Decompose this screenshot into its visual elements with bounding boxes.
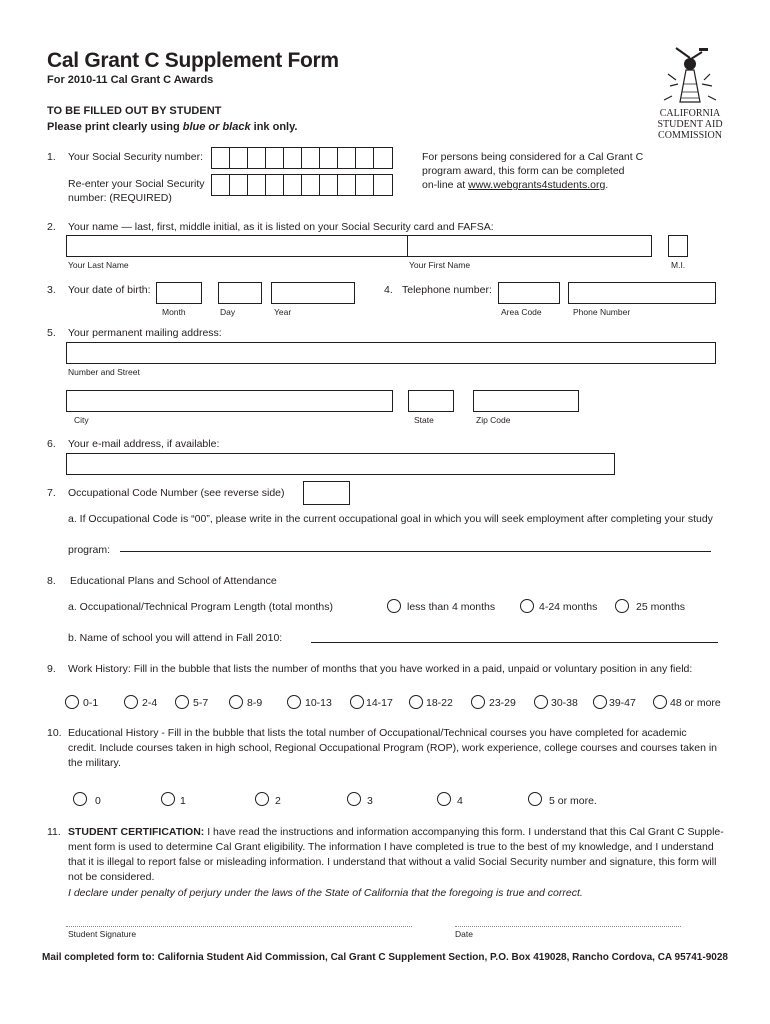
logo-line-3: COMMISSION	[658, 130, 722, 141]
certification-line-4: not be considered.	[68, 871, 155, 883]
work-history-bubble-1[interactable]	[65, 695, 79, 709]
work-history-option-9: 30-38	[551, 697, 578, 709]
city-caption: City	[74, 415, 89, 425]
phone-number-caption: Phone Number	[573, 307, 631, 317]
work-history-option-8: 23-29	[489, 697, 516, 709]
ssn-reenter-label-2: number: (REQUIRED)	[68, 192, 172, 204]
education-bubble-2[interactable]	[161, 792, 175, 806]
program-length-option-2: 4-24 months	[539, 601, 598, 613]
q2-number: 2.	[47, 221, 56, 233]
instruction-ink	[47, 121, 297, 133]
education-option-6: 5 or more.	[549, 795, 597, 807]
education-option-1: 0	[95, 795, 101, 807]
graduate-figure-icon	[650, 44, 730, 106]
program-length-bubble-2[interactable]	[520, 599, 534, 613]
street-caption: Number and Street	[68, 367, 140, 377]
dob-day-input[interactable]	[218, 282, 262, 304]
logo-line-2: STUDENT AID	[657, 119, 723, 130]
page-subtitle: For 2010-11 Cal Grant C Awards	[47, 74, 214, 86]
work-history-bubble-11[interactable]	[653, 695, 667, 709]
perjury-declaration: I declare under penalty of perjury under the laws of the State of California that the foregoing is true and correct.	[68, 887, 583, 899]
work-history-option-4: 8-9	[247, 697, 263, 709]
email-label: Your e-mail address, if available:	[68, 438, 220, 450]
work-history-bubble-8[interactable]	[471, 695, 485, 709]
online-note-2: program award, this form can be completed	[422, 165, 625, 177]
date-line[interactable]	[455, 926, 681, 927]
certification-text	[68, 825, 728, 885]
work-history-option-2: 2-4	[142, 697, 158, 709]
certification-line-3: that it is illegal to report false or misleading information. I understand that without a valid Social Security number and signature, this form will	[68, 856, 717, 868]
state-input[interactable]	[408, 390, 454, 412]
school-name-label: b. Name of school you will attend in Fall 2010:	[68, 632, 283, 644]
middle-initial-caption: M.I.	[671, 260, 686, 270]
online-note-pre: on-line at	[422, 179, 469, 191]
education-option-3: 2	[275, 795, 281, 807]
work-history-bubble-6[interactable]	[350, 695, 364, 709]
program-length-bubble-1[interactable]	[387, 599, 401, 613]
dob-month-input[interactable]	[156, 282, 202, 304]
occupational-goal-instruction: a. If Occupational Code is “00”, please write in the current occupational goal in which you will seek employment after completing your study	[68, 513, 713, 525]
dob-month-caption: Month	[162, 307, 186, 317]
work-history-label: Work History: Fill in the bubble that lists the number of months that you have worked in a paid, unpaid or voluntary position in any field:	[68, 663, 693, 675]
name-label: Your name — last, first, middle initial, as it is listed on your Social Security card and FAFSA:	[68, 221, 494, 233]
program-length-label: a. Occupational/Technical Program Length (total months)	[68, 601, 333, 613]
email-input[interactable]	[66, 453, 615, 475]
work-history-bubble-10[interactable]	[593, 695, 607, 709]
page-title: Cal Grant C Supplement Form	[47, 49, 339, 72]
program-line[interactable]	[120, 551, 711, 552]
ssn-label: Your Social Security number:	[68, 151, 204, 163]
state-caption: State	[414, 415, 434, 425]
certification-line-2: ment form is used to determine Cal Grant eligibility. The information I have completed is true to the best of my knowledge, and I understand	[68, 841, 714, 853]
q6-number: 6.	[47, 438, 56, 450]
dob-year-input[interactable]	[271, 282, 355, 304]
logo-line-1: CALIFORNIA	[659, 108, 721, 119]
phone-number-input[interactable]	[568, 282, 716, 304]
instruction-ink-post: ink only.	[250, 121, 298, 133]
q4-number: 4.	[384, 284, 393, 296]
certification-line-1-text: I have read the instructions and information accompanying this form. I understand that this Cal Grant C Supple-	[204, 826, 724, 838]
work-history-option-7: 18-22	[426, 697, 453, 709]
zip-caption: Zip Code	[476, 415, 511, 425]
education-bubble-4[interactable]	[347, 792, 361, 806]
certification-heading: STUDENT CERTIFICATION:	[68, 826, 205, 838]
dob-label: Your date of birth:	[68, 284, 151, 296]
work-history-option-1: 0-1	[83, 697, 99, 709]
work-history-option-6: 14-17	[366, 697, 393, 709]
area-code-caption: Area Code	[501, 307, 542, 317]
q3-number: 3.	[47, 284, 56, 296]
educational-history-text	[68, 726, 728, 771]
school-name-line[interactable]	[311, 642, 718, 643]
work-history-option-10: 39-47	[609, 697, 636, 709]
q7-number: 7.	[47, 487, 56, 499]
occupational-code-input[interactable]	[303, 481, 350, 505]
webgrants-link[interactable]: www.webgrants4students.org	[468, 179, 606, 191]
online-note-1: For persons being considered for a Cal Grant C	[422, 151, 644, 163]
q11-number: 11.	[47, 826, 61, 838]
dob-day-caption: Day	[220, 307, 236, 317]
program-label: program:	[68, 544, 111, 556]
work-history-bubble-2[interactable]	[124, 695, 138, 709]
date-caption: Date	[455, 929, 473, 939]
last-name-caption: Your Last Name	[68, 260, 129, 270]
program-length-option-3: 25 months	[636, 601, 686, 613]
q5-number: 5.	[47, 327, 56, 339]
educational-plans-label: Educational Plans and School of Attendance	[70, 575, 277, 587]
education-bubble-6[interactable]	[528, 792, 542, 806]
work-history-option-3: 5-7	[193, 697, 209, 709]
instruction-ink-pre: Please print clearly using	[47, 121, 183, 133]
signature-line[interactable]	[66, 926, 412, 927]
first-name-input[interactable]	[407, 235, 652, 257]
work-history-bubble-5[interactable]	[287, 695, 301, 709]
q1-number: 1.	[47, 151, 56, 163]
online-note-post: .	[605, 179, 609, 191]
first-name-caption: Your First Name	[409, 260, 471, 270]
q9-number: 9.	[47, 663, 56, 675]
education-option-4: 3	[367, 795, 373, 807]
zip-input[interactable]	[473, 390, 579, 412]
csac-logo	[650, 44, 730, 144]
city-input[interactable]	[66, 390, 393, 412]
instruction-heading: TO BE FILLED OUT BY STUDENT	[47, 105, 222, 117]
program-length-option-1: less than 4 months	[407, 601, 496, 613]
work-history-bubble-9[interactable]	[534, 695, 548, 709]
education-option-2: 1	[180, 795, 186, 807]
area-code-input[interactable]	[498, 282, 560, 304]
signature-caption: Student Signature	[68, 929, 137, 939]
online-note-3	[422, 179, 608, 191]
telephone-label: Telephone number:	[402, 284, 492, 296]
occupational-code-label: Occupational Code Number (see reverse side)	[68, 487, 285, 499]
work-history-option-11: 48 or more	[670, 697, 721, 709]
education-option-5: 4	[457, 795, 463, 807]
education-bubble-3[interactable]	[255, 792, 269, 806]
q10-number: 10.	[47, 727, 62, 739]
work-history-bubble-7[interactable]	[409, 695, 423, 709]
education-bubble-1[interactable]	[73, 792, 87, 806]
work-history-option-5: 10-13	[305, 697, 332, 709]
address-label: Your permanent mailing address:	[68, 327, 222, 339]
ssn-input[interactable]	[211, 147, 393, 169]
educational-history-line-2: credit. Include courses taken in high school, Regional Occupational Program (ROP), work experience, college courses and courses taken in	[68, 742, 718, 754]
instruction-ink-em: blue or black	[182, 121, 251, 133]
educational-history-line-1: Educational History - Fill in the bubble that lists the total number of Occupational/Technical courses you have completed for academic	[68, 727, 687, 739]
dob-year-caption: Year	[274, 307, 292, 317]
last-name-input[interactable]	[66, 235, 408, 257]
mailing-instructions: Mail completed form to: California Student Aid Commission, Cal Grant C Supplement Section, P.O. Box 419028, Rancho Cordova, CA 95741-9028	[42, 952, 728, 963]
certification-line-1	[68, 825, 728, 840]
education-bubble-5[interactable]	[437, 792, 451, 806]
middle-initial-input[interactable]	[668, 235, 688, 257]
ssn-reenter-label: Re-enter your Social Security	[68, 178, 205, 190]
work-history-bubble-3[interactable]	[175, 695, 189, 709]
street-input[interactable]	[66, 342, 716, 364]
program-length-bubble-3[interactable]	[615, 599, 629, 613]
q8-number: 8.	[47, 575, 56, 587]
ssn-reenter-input[interactable]	[211, 174, 393, 196]
work-history-bubble-4[interactable]	[229, 695, 243, 709]
educational-history-line-3: the military.	[68, 757, 121, 769]
